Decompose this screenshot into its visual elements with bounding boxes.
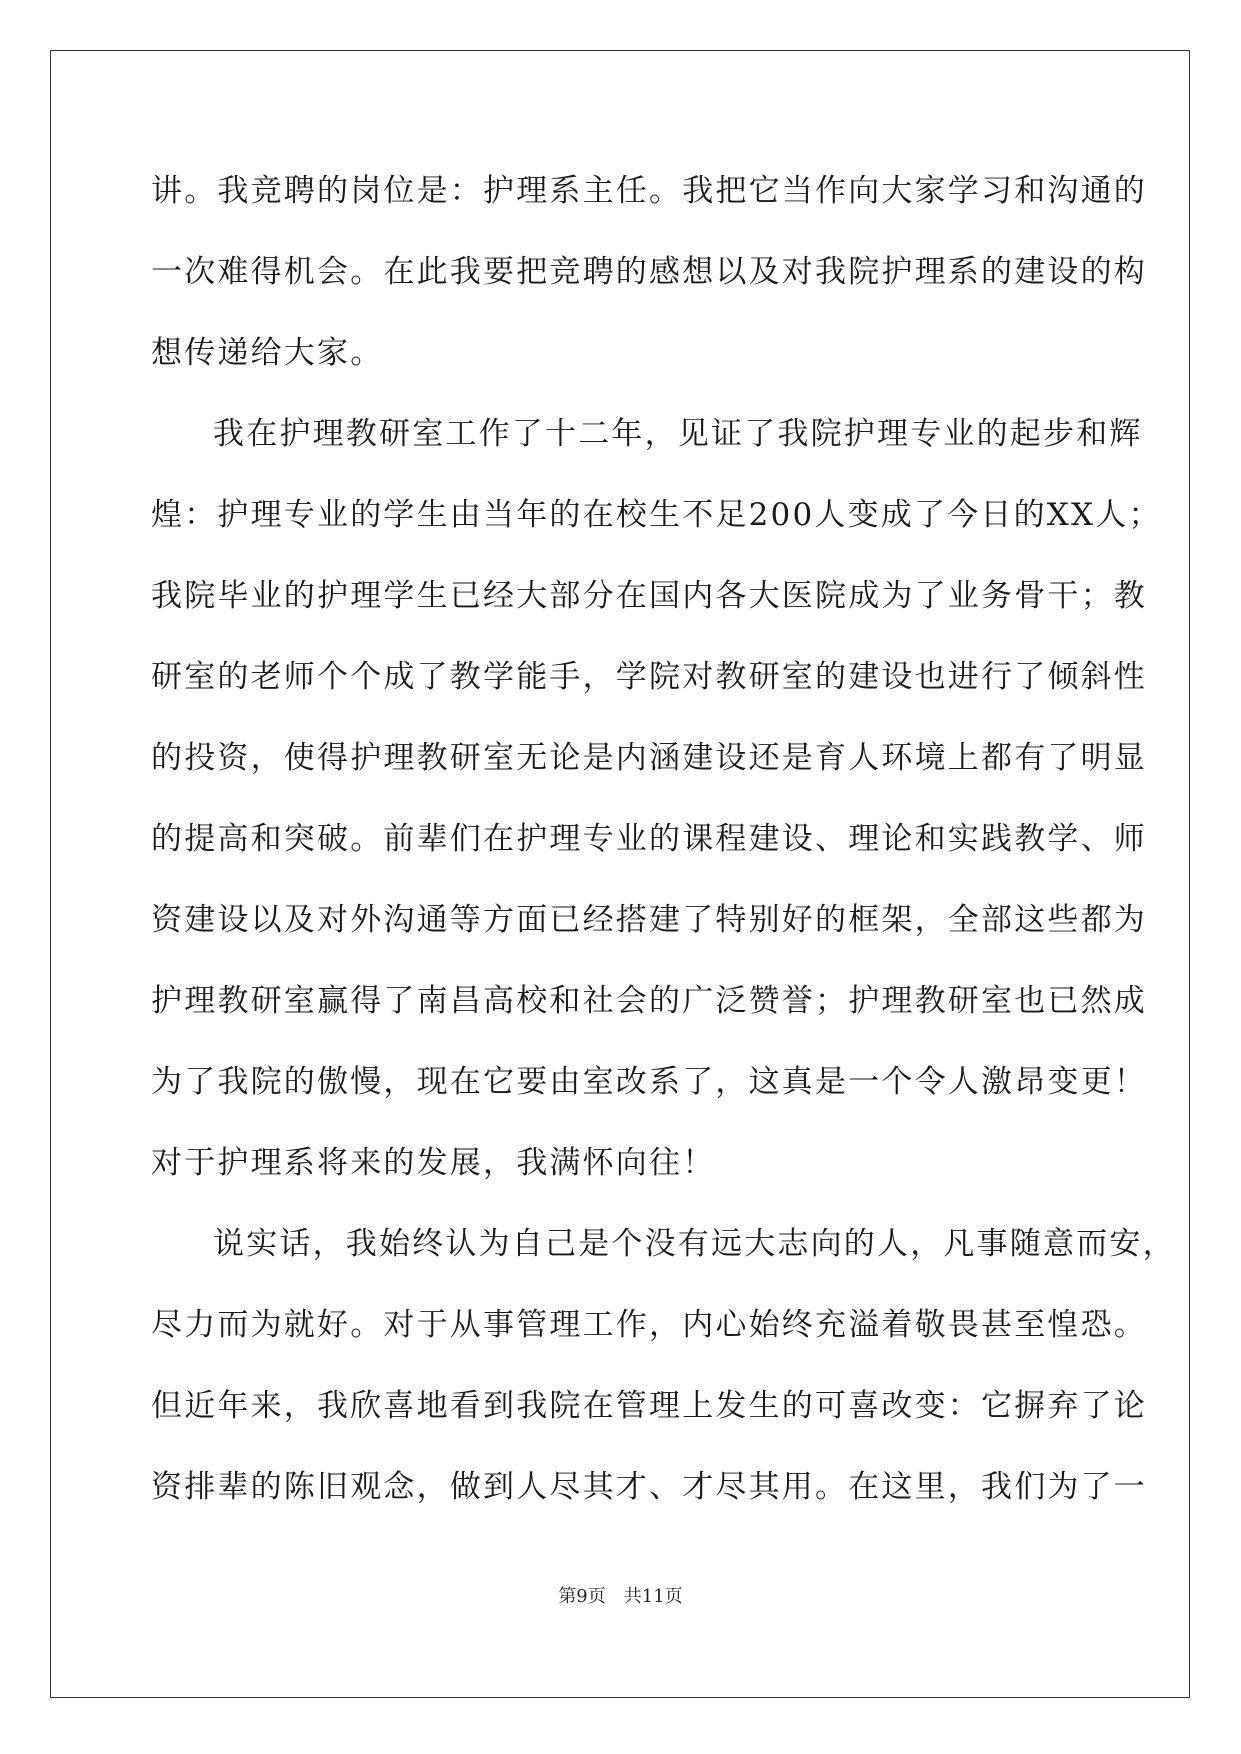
page-number: 第9页: [558, 1586, 606, 1607]
page-total: 共11页: [623, 1586, 683, 1607]
text-line: 的提高和突破。前辈们在护理专业的课程建设、理论和实践教学、师: [151, 821, 1147, 857]
text-line: 对于护理系将来的发展，我满怀向往！: [151, 1145, 716, 1181]
text-line: 研室的老师个个成了教学能手，学院对教研室的建设也进行了倾斜性: [151, 659, 1147, 695]
text-line: 想传递给大家。: [151, 335, 384, 371]
text-line: 我院毕业的护理学生已经大部分在国内各大医院成为了业务骨干；教: [151, 578, 1147, 614]
text-line: 的投资，使得护理教研室无论是内涵建设还是育人环境上都有了明显: [151, 740, 1147, 776]
text-line: 煌：护理专业的学生由当年的在校生不足200人变成了今日的XX人；: [151, 497, 1162, 533]
text-line: 讲。我竞聘的岗位是：护理系主任。我把它当作向大家学习和沟通的: [151, 173, 1147, 209]
text-line: 为了我院的傲慢，现在它要由室改系了，这真是一个令人激昂变更！: [151, 1064, 1147, 1100]
text-line: 一次难得机会。在此我要把竞聘的感想以及对我院护理系的建设的构: [151, 254, 1147, 290]
text-line: 资排辈的陈旧观念，做到人尽其才、才尽其用。在这里，我们为了一: [151, 1469, 1147, 1505]
text-line: 我在护理教研室工作了十二年，见证了我院护理专业的起步和辉: [213, 416, 1143, 452]
text-line: 但近年来，我欣喜地看到我院在管理上发生的可喜改变：它摒弃了论: [151, 1388, 1147, 1424]
text-line: 说实话，我始终认为自己是个没有远大志向的人，凡事随意而安，: [213, 1226, 1176, 1262]
text-line: 护理教研室赢得了南昌高校和社会的广泛赞誉；护理教研室也已然成: [151, 983, 1147, 1019]
text-line: 资建设以及对外沟通等方面已经搭建了特别好的框架，全部这些都为: [151, 902, 1147, 938]
page-footer: [0, 1582, 1241, 1608]
document-body: [151, 158, 1176, 1535]
text-line: 尽力而为就好。对于从事管理工作，内心始终充溢着敬畏甚至惶恐。: [151, 1307, 1147, 1343]
